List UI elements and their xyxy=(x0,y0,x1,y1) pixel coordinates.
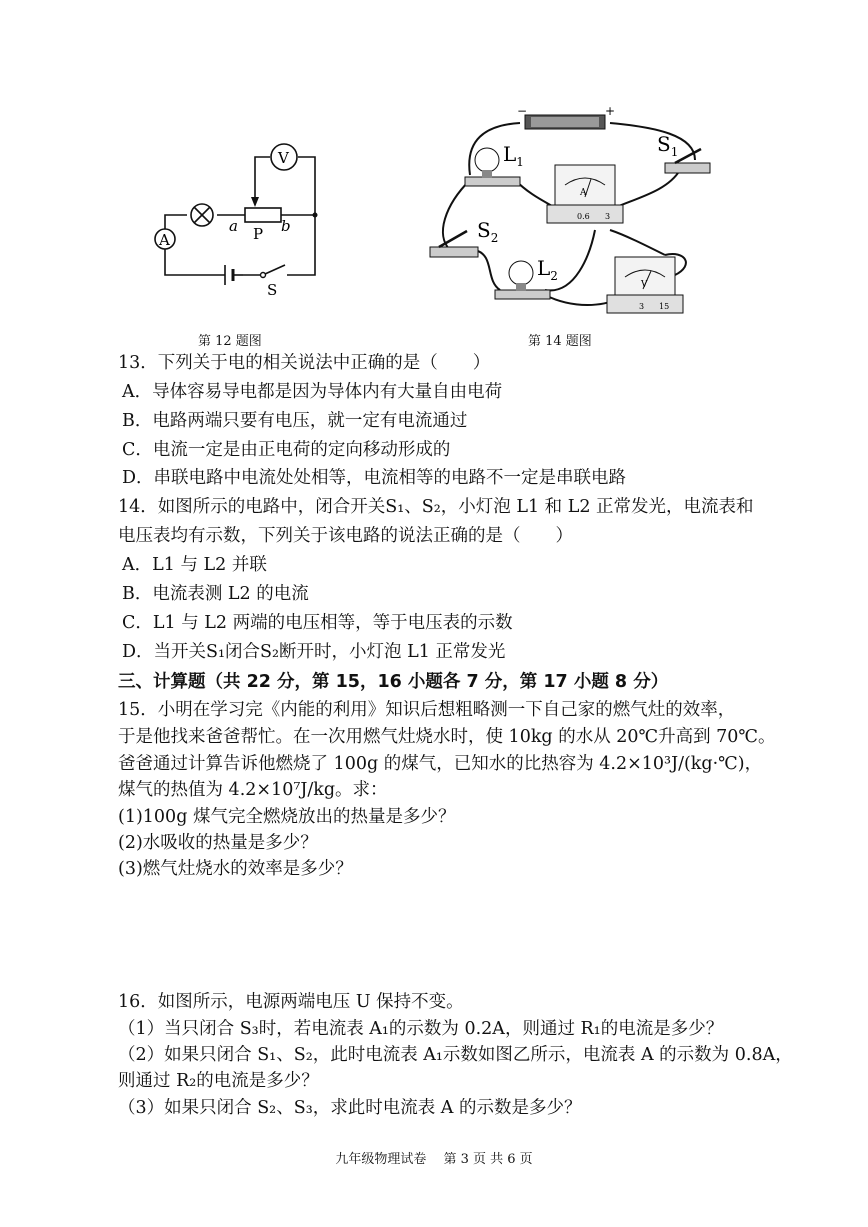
figure-14-caption: 第 14 题图 xyxy=(528,334,592,349)
rheostat-symbol xyxy=(245,208,281,222)
q15-line-1: 15．小明在学习完《内能的利用》知识后想粗略测一下自己家的燃气灶的效率， xyxy=(118,700,736,720)
q13-option-d: D．串联电路中电流处处相等，电流相等的电路不一定是串联电路 xyxy=(122,468,627,488)
q16-line-2: （1）当只闭合 S₃时，若电流表 A₁的示数为 0.2A，则通过 R₁的电流是多少？ xyxy=(118,1019,724,1039)
label-b: b xyxy=(281,217,291,235)
voltmeter-device-label: V xyxy=(641,280,648,290)
q14-option-d: D．当开关S₁闭合S₂断开时，小灯泡 L1 正常发光 xyxy=(122,642,506,662)
s1-label: $S_1$ xyxy=(657,132,679,159)
slider-arrow xyxy=(251,197,259,207)
battery-plus-label: + xyxy=(605,105,616,118)
q16-line-1: 16．如图所示，电源两端电压 U 保持不变。 xyxy=(118,992,464,1012)
q16-line-4: 则通过 R₂的电流是多少？ xyxy=(118,1071,319,1091)
q15-sub-2: (2)水吸收的热量是多少？ xyxy=(118,833,318,853)
battery-minus-label: − xyxy=(517,105,528,118)
ammeter-device-label: A xyxy=(580,188,587,198)
q14-option-c: C．L1 与 L2 两端的电压相等，等于电压表的示数 xyxy=(122,613,513,633)
label-a: a xyxy=(229,217,238,235)
voltmeter-label: V xyxy=(278,149,289,167)
bulb-l1 xyxy=(475,148,499,172)
voltmeter-term2-label: 15 xyxy=(659,302,670,311)
s2-label: $S_2$ xyxy=(477,218,499,245)
q15-line-2: 于是他找来爸爸帮忙。在一次用燃气灶烧水时，使 10kg 的水从 20℃升高到 70℃。 xyxy=(118,727,776,747)
q14-stem-line1: 14．如图所示的电路中，闭合开关S₁、S₂，小灯泡 L1 和 L2 正常发光，电流表和 xyxy=(118,497,754,517)
q13-stem: 13．下列关于电的相关说法中正确的是（ ） xyxy=(118,353,491,373)
switch-label: S xyxy=(267,281,278,295)
bulb-l2 xyxy=(509,261,533,285)
ammeter-scale-label: 0.6 xyxy=(577,212,590,221)
ammeter-label: A xyxy=(159,231,170,249)
q15-line-3: 爸爸通过计算告诉他燃烧了 100g 的煤气，已知水的比热容为 4.2×10³J/(kg·℃)， xyxy=(118,754,763,774)
q15-sub-3: (3)燃气灶烧水的效率是多少？ xyxy=(118,859,353,879)
l2-label: $L_2$ xyxy=(537,256,558,283)
q16-line-3: （2）如果只闭合 S₁、S₂，此时电流表 A₁示数如图乙所示，电流表 A 的示数为 0.8A， xyxy=(118,1045,793,1065)
q13-option-c: C．电流一定是由正电荷的定向移动形成的 xyxy=(122,440,451,460)
l1-label: $L_1$ xyxy=(503,142,524,169)
q15-line-4: 煤气的热值为 4.2×10⁷J/kg。求： xyxy=(118,780,388,800)
q15-sub-1: (1)100g 煤气完全燃烧放出的热量是多少？ xyxy=(118,807,456,827)
q16-line-5: （3）如果只闭合 S₂、S₃，求此时电流表 A 的示数是多少？ xyxy=(118,1098,582,1118)
q13-option-b: B．电路两端只要有电压，就一定有电流通过 xyxy=(122,411,468,431)
page-footer: 九年级物理试卷 第 3 页 共 6 页 xyxy=(335,1152,533,1167)
voltmeter-term1-label: 3 xyxy=(639,302,645,311)
q14-stem-line2: 电压表均有示数，下列关于该电路的说法正确的是（ ） xyxy=(118,526,573,546)
section-3-title: 三、计算题（共 22 分，第 15，16 小题各 7 分，第 17 小题 8 分） xyxy=(118,672,669,692)
label-p: P xyxy=(253,225,264,243)
figure-12-circuit xyxy=(145,135,335,295)
ammeter-term-label: 3 xyxy=(605,212,611,221)
figure-12-caption: 第 12 题图 xyxy=(198,334,262,349)
figure-14-circuit xyxy=(425,105,725,325)
q14-option-b: B．电流表测 L2 的电流 xyxy=(122,584,309,604)
q13-option-a: A．导体容易导电都是因为导体内有大量自由电荷 xyxy=(122,382,503,402)
q14-option-a: A．L1 与 L2 并联 xyxy=(122,555,267,575)
